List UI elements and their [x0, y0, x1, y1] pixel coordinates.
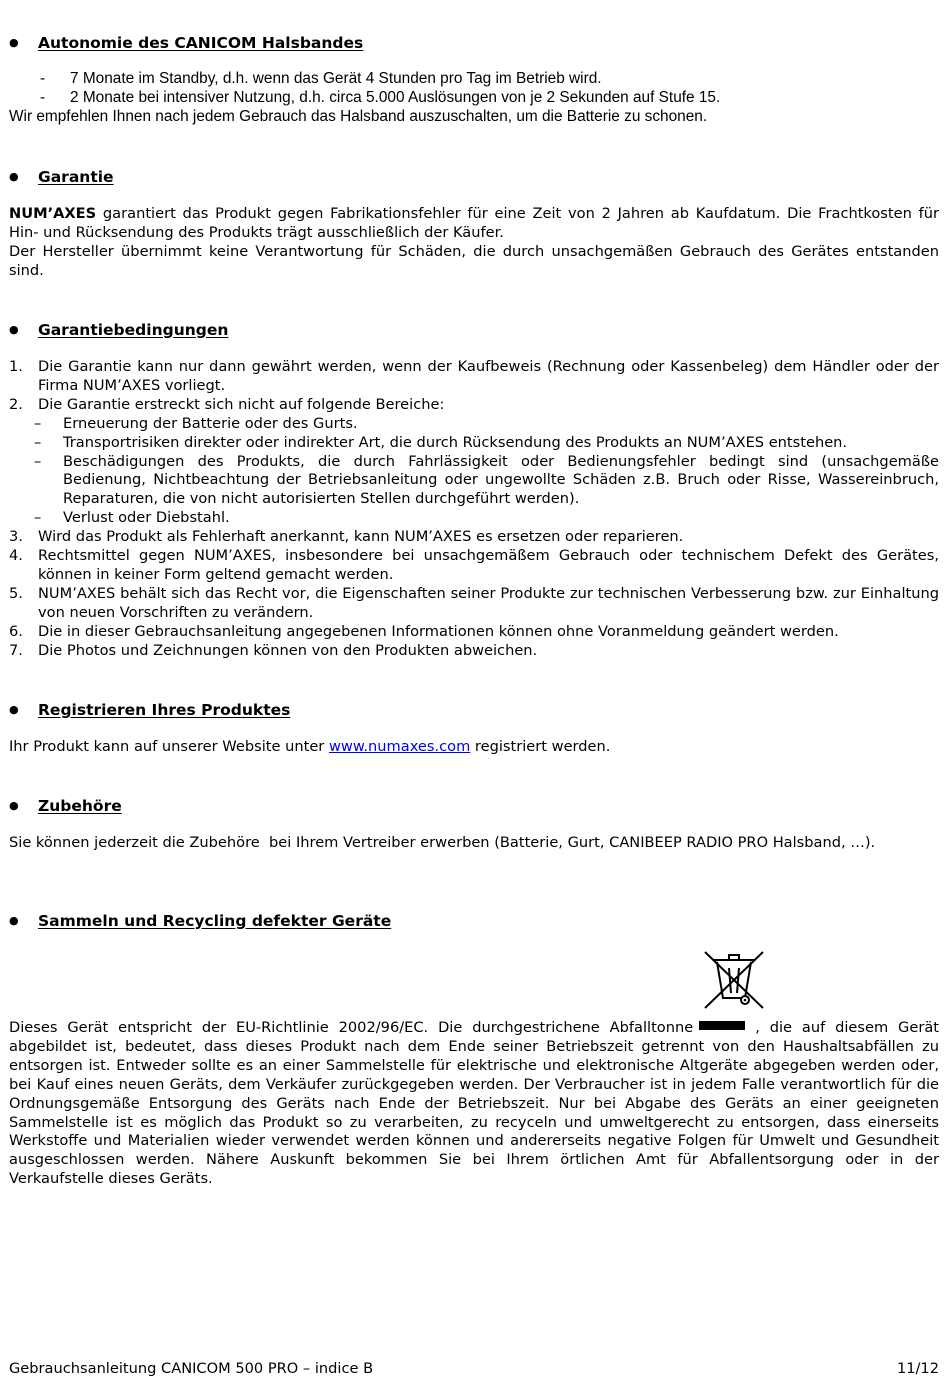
bullet-icon: ● — [9, 702, 19, 716]
list-item: - 2 Monate bei intensiver Nutzung, d.h. circa 5.000 Auslösungen von je 2 Sekunden auf Stufe 15. — [40, 88, 721, 106]
numbered-list — [9, 358, 939, 661]
heading-text: Garantiebedingungen — [38, 320, 229, 339]
bullet-icon: ● — [9, 913, 19, 927]
list-item: 3. Wird das Produkt als Fehlerhaft anerkannt, kann NUM’AXES es ersetzen oder reparieren. — [9, 528, 684, 546]
paragraph: Der Hersteller übernimmt keine Verantwortung für Schäden, die durch unsachgemäßen Gebrauch des Gerätes entstanden sind. — [9, 242, 939, 279]
website-link[interactable]: www.numaxes.com — [328, 738, 471, 755]
sub-list-item: – Transportrisiken direkter oder indirekter Art, die durch Rücksendung des Produkts an NUM’AXES entstehen. — [34, 433, 848, 451]
list-item: 6. Die in dieser Gebrauchsanleitung angegebenen Informationen können ohne Voranmeldung geändert werden. — [9, 622, 839, 640]
section-zubehoere — [9, 796, 939, 853]
page-footer — [9, 1360, 939, 1379]
bullet-icon: ● — [9, 169, 19, 183]
bullet-icon: ● — [9, 798, 19, 812]
section-heading — [9, 700, 939, 720]
note-text: Wir empfehlen Ihnen nach jedem Gebrauch das Halsband auszuschalten, um die Batterie zu schonen. — [9, 107, 708, 125]
sub-list-item: – Beschädigungen des Produkts, die durch Fahrlässigkeit oder Bedienungsfehler bedingt sind (unsachgemäße Bedienung, Nichtbeachtung der Betriebsanleitung oder ungewollte Schäden z.B. Bruch oder Risse, Wassereinbruch, Reparaturen, die von nicht autorisierten Stellen durchgeführt werden). — [34, 452, 939, 508]
heading-text: Zubehöre — [38, 796, 122, 815]
footer-document-title: Gebrauchsanleitung CANICOM 500 PRO – indice B — [9, 1360, 374, 1377]
heading-text: Sammeln und Recycling defekter Geräte — [38, 911, 392, 930]
list-item: 2. Die Garantie erstreckt sich nicht auf folgende Bereiche: – Erneuerung der Batterie oder des Gurts. – Transportrisiken direkter oder indirekter Art, die durch Rücksendung des Produkts an NUM’AXES entstehen. – Beschädigungen des Produkts, die durch Fahrlässigkeit oder Bedienungsfehler bedingt sind (unsachgemäße Bedienung, Nichtbeachtung der Betriebsanleitung oder ungewollte Schäden z.B. Bruch oder Risse, Wassereinbruch, Reparaturen, die von nicht autorisierten Stellen durchgeführt werden). – Verlust oder Diebstahl. — [9, 395, 939, 527]
paragraph: Ihr Produkt kann auf unserer Website unter www.numaxes.com registriert werden. — [9, 738, 611, 755]
recycling-paragraph: Dieses Gerät entspricht der EU-Richtlinie 2002/96/EC. Die durchgestrichene Abfalltonne , die auf diesem Gerät abgebildet ist, bedeutet, dass dieses Produkt nach dem Ende seiner Betriebszeit getrennt von den Haushaltsabfällen zu entsorgen ist. Entweder sollte es an einer Sammelstelle für elektrische und elektronische Altgeräte abgegeben werden oder, bei Kauf eines neuen Geräts, dem Verkäufer zurückgegeben werden. Der Verbraucher ist in jedem Falle verantwortlich für die Ordnungsgemäße Entsorgung des Geräts nach Ende der Betriebszeit. Nur bei Abgabe des Geräts an einer geeigneten Sammelstelle ist es möglich das Produkt so zu verarbeiten, zu recyceln und umweltgerecht zu entsorgen, dass einerseits Werkstoffe und Materialien wieder verwendet werden können und andererseits negative Folgen für Umwelt und Gesundheit ausgeschlossen werden. Nähere Auskunft bekommen Sie bei Ihrem örtlichen Amt für Abfallentsorgung oder in der Verkaufstelle dieses Geräts. — [9, 1019, 940, 1188]
section-autonomie — [9, 33, 939, 127]
section-garantiebedingungen — [9, 320, 939, 661]
list-item: 5. NUM’AXES behält sich das Recht vor, die Eigenschaften seiner Produkte zur technischen Verbesserung bzw. zur Einhaltung von neuen Vorschriften zu verändern. — [9, 584, 939, 621]
section-heading — [9, 320, 939, 340]
section-heading — [9, 167, 939, 187]
heading-text: Autonomie des CANICOM Halsbandes — [38, 33, 364, 52]
section-heading — [9, 33, 939, 53]
heading-text: Registrieren Ihres Produktes — [38, 700, 291, 719]
bullet-icon: ● — [9, 322, 19, 336]
sub-list — [9, 415, 939, 528]
heading-text: Garantie — [38, 167, 114, 186]
section-heading — [9, 911, 939, 931]
list-item: - 7 Monate im Standby, d.h. wenn das Gerät 4 Stunden pro Tag im Betrieb wird. — [40, 70, 602, 87]
section-heading — [9, 796, 939, 816]
paragraph: NUM’AXES garantiert das Produkt gegen Fabrikationsfehler für eine Zeit von 2 Jahren ab Kaufdatum. Die Frachtkosten für Hin- und Rücksendung des Produkts trägt ausschließlich der Käufer. — [9, 205, 939, 241]
sub-list-item: – Erneuerung der Batterie oder des Gurts. — [34, 414, 358, 432]
bullet-icon: ● — [9, 35, 19, 49]
crossed-out-wheelie-bin-icon — [699, 948, 771, 1012]
brand-name: NUM’AXES — [9, 205, 97, 222]
section-registrieren — [9, 700, 939, 757]
list-item: 1. Die Garantie kann nur dann gewährt werden, wenn der Kaufbeweis (Rechnung oder Kassenbeleg) dem Händler oder der Firma NUM’AXES vorliegt. — [9, 358, 939, 394]
section-garantie — [9, 167, 939, 281]
list-item: 7. Die Photos und Zeichnungen können von den Produkten abweichen. — [9, 641, 538, 659]
page-number: 11/12 — [896, 1360, 939, 1377]
sub-list-item: – Verlust oder Diebstahl. — [34, 509, 230, 527]
section-recycling — [9, 911, 939, 931]
list-item: 4. Rechtsmittel gegen NUM’AXES, insbesondere bei unsachgemäßem Gebrauch oder technischem Defekt des Gerätes, können in keiner Form geltend gemacht werden. — [9, 547, 939, 583]
black-bar-icon — [699, 1021, 745, 1030]
paragraph: Sie können jederzeit die Zubehöre bei Ihrem Vertreiber erwerben (Batterie, Gurt, CANIBEEP RADIO PRO Halsband, …). — [9, 834, 876, 851]
